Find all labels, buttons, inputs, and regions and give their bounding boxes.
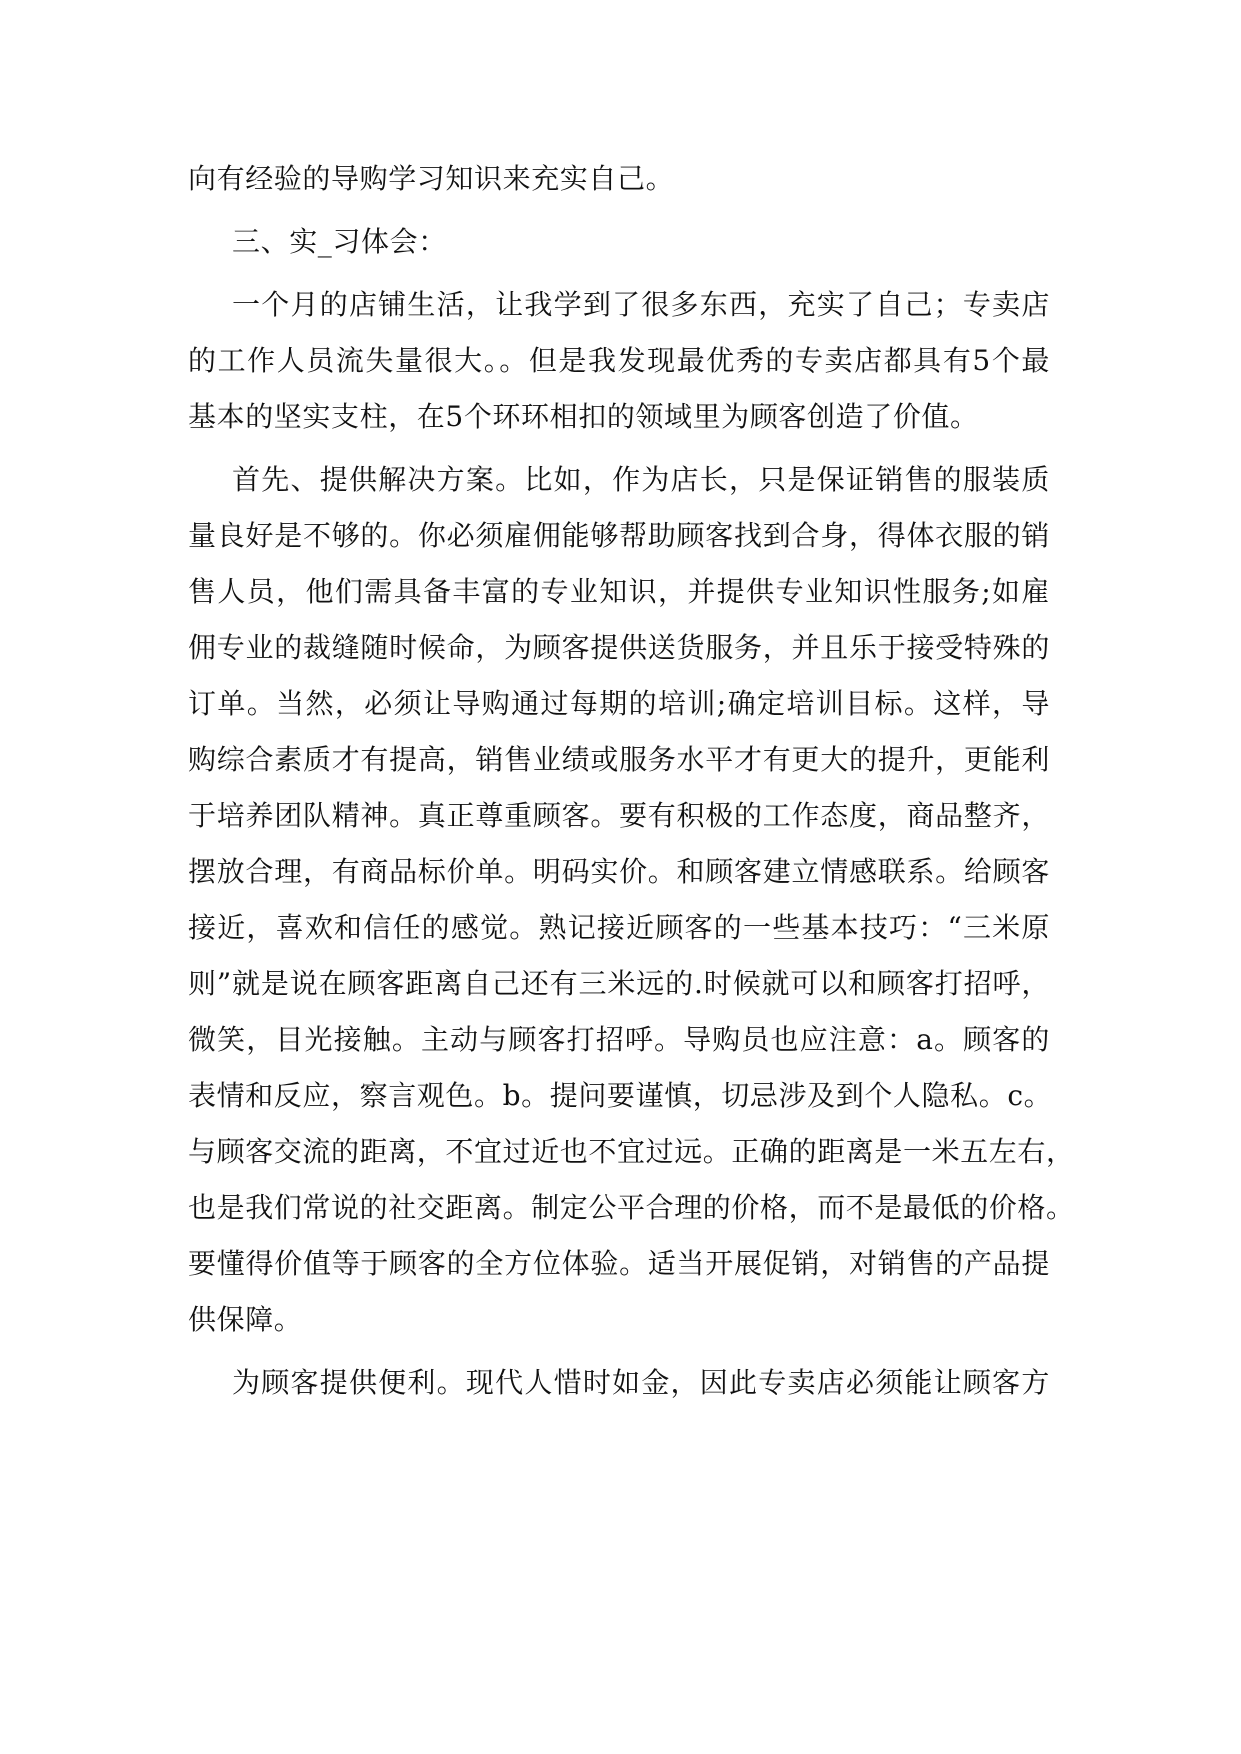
document-body (188, 160, 1075, 1420)
paragraph-line: 接近，喜欢和信任的感觉。熟记接近顾客的一些基本技巧：“三米原 (188, 911, 1050, 944)
paragraph-line: 表情和反应，察言观色。b。提问要谨慎，切忌涉及到个人隐私。c。 (188, 1079, 1053, 1112)
paragraph-line: 订单。当然，必须让导购通过每期的培训;确定培训目标。这样，导 (188, 687, 1050, 720)
paragraph-line: 基本的坚实支柱，在5个环环相扣的领域里为顾客创造了价值。 (188, 400, 979, 433)
paragraph-line: 微笑，目光接触。主动与顾客打招呼。导购员也应注意：a。顾客的 (188, 1023, 1050, 1056)
paragraph-line: 为顾客提供便利。现代人惜时如金，因此专卖店必须能让顾客方 (232, 1366, 1050, 1399)
paragraph-line: 售人员，他们需具备丰富的专业知识，并提供专业知识性服务;如雇 (188, 575, 1050, 608)
section-heading: 三、实_习体会： (232, 225, 447, 258)
paragraph-line: 购综合素质才有提高，销售业绩或服务水平才有更大的提升，更能利 (188, 743, 1050, 776)
paragraph-line: 佣专业的裁缝随时候命，为顾客提供送货服务，并且乐于接受特殊的 (188, 631, 1050, 664)
paragraph-line: 供保障。 (188, 1303, 303, 1336)
paragraph-line: 摆放合理，有商品标价单。明码实价。和顾客建立情感联系。给顾客 (188, 855, 1050, 888)
paragraph-line: 于培养团队精神。真正尊重顾客。要有积极的工作态度，商品整齐， (188, 799, 1050, 832)
paragraph-line: 要懂得价值等于顾客的全方位体验。适当开展促销，对销售的产品提 (188, 1247, 1050, 1280)
paragraph-line: 与顾客交流的距离，不宜过近也不宜过远。正确的距离是一米五左右， (188, 1135, 1075, 1168)
paragraph-line: 则”就是说在顾客距离自己还有三米远的.时候就可以和顾客打招呼， (188, 967, 1050, 1000)
paragraph-line: 的工作人员流失量很大。。但是我发现最优秀的专卖店都具有5个最 (188, 344, 1050, 377)
paragraph-line: 首先、提供解决方案。比如，作为店长，只是保证销售的服装质 (232, 463, 1050, 496)
paragraph-line: 也是我们常说的社交距离。制定公平合理的价格，而不是最低的价格。 (188, 1191, 1075, 1224)
paragraph-line: 量良好是不够的。你必须雇佣能够帮助顾客找到合身，得体衣服的销 (188, 519, 1050, 552)
paragraph-line: 一个月的店铺生活，让我学到了很多东西，充实了自己；专卖店 (232, 288, 1050, 321)
paragraph-line: 向有经验的导购学习知识来充实自己。 (188, 162, 675, 195)
